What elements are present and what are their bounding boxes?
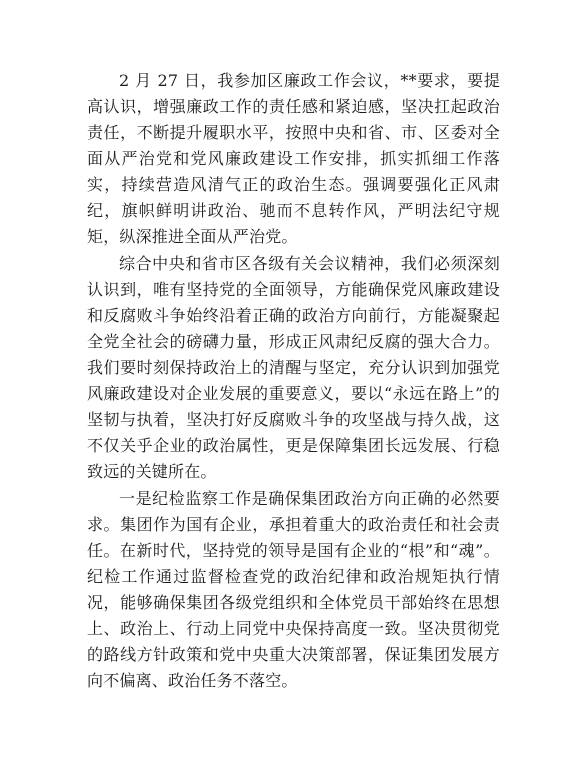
paragraph-discipline-inspection: 一是纪检监察工作是确保集团政治方向正确的必然要求。集团作为国有企业，承担着重大的政治责任和社会责任。在新时代，坚持党的领导是国有企业的“根”和“魂”。纪检工作通过监督检查党的政治纪律和政治规矩执行情况，能够确保集团各级党组织和全体党员干部始终在思想上、政治上、行动上同党中央保持高度一致。坚决贯彻党的路线方针政策和党中央重大决策部署，保证集团发展方向不偏离、政治任务不落空。 [87, 489, 500, 690]
paragraph-party-leadership: 综合中央和省市区各级有关会议精神，我们必须深刻认识到，唯有坚持党的全面领导，方能确保党风廉政建设和反腐败斗争始终沿着正确的政治方向前行，方能凝聚起全党全社会的磅礴力量，形成正风肃纪反腐的强大合力。我们要时刻保持政治上的清醒与坚定，充分认识到加强党风廉政建设对企业发展的重要意义，要以“永远在路上”的坚韧与执着，坚决打好反腐败斗争的攻坚战与持久战，这不仅关乎企业的政治属性，更是保障集团长远发展、行稳致远的关键所在。 [87, 254, 500, 481]
paragraph-meeting-summary: 2 月 27 日，我参加区廉政工作会议，**要求，要提高认识，增强廉政工作的责任感和紧迫感，坚决扛起政治责任，不断提升履职水平，按照中央和省、市、区委对全面从严治党和党风廉政建设工作安排，抓实抓细工作落实，持续营造风清气正的政治生态。强调要强化正风肃纪，旗帜鲜明讲政治、驰而不息转作风，严明法纪守规矩，纵深推进全面从严治党。 [87, 71, 500, 246]
document-body [87, 68, 500, 695]
